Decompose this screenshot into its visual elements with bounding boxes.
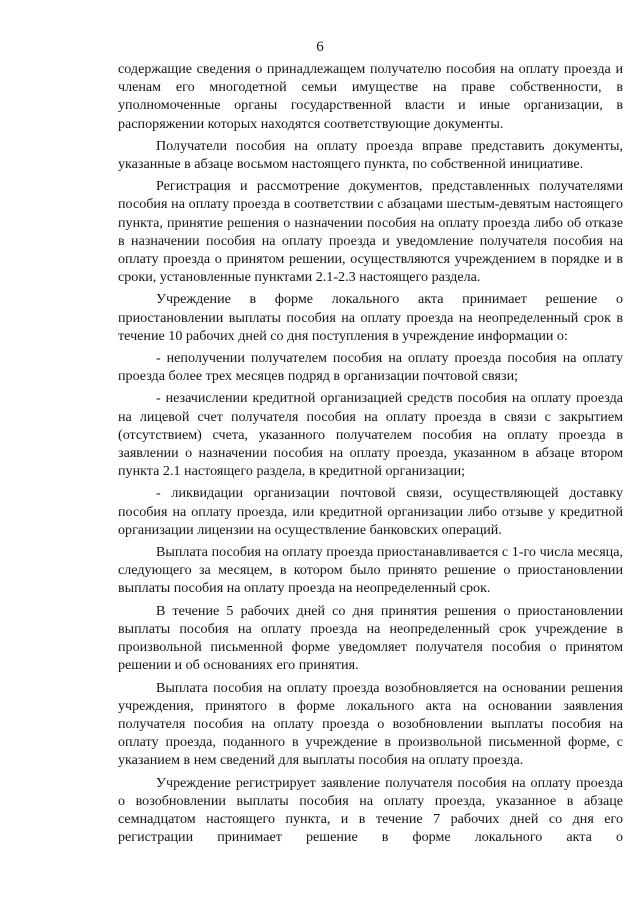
paragraph: содержащие сведения о принадлежащем получателю пособия на оплату проезда и членам его многодетной семьи имуществе на праве собственности, в уполномоченные органы государственной власти и иные организации, в распоряжении которых находятся соответствующие документы. [118, 61, 623, 132]
list-item: - ликвидации организации почтовой связи, осуществляющей доставку пособия на оплату проезда, или кредитной организации либо отзыве у кредитной организации лицензии на осуществление банковских операций. [118, 485, 623, 538]
paragraph: Выплата пособия на оплату проезда возобновляется на основании решения учреждения, принятого в форме локального акта на основании заявления получателя пособия на оплату проезда о возобновлении выплаты пособия на оплату проезда, поданного в учреждение в произвольной письменной форме, с указанием в нем сведений для выплаты пособия на оплату проезда. [118, 679, 623, 769]
paragraph: В течение 5 рабочих дней со дня принятия решения о приостановлении выплаты пособия на оплату проезда на неопределенный срок учреждение в произвольной письменной форме уведомляет получателя пособия о принятом решении и об основаниях его принятия. [118, 602, 623, 674]
list-item: - неполучении получателем пособия на оплату проезда пособия на оплату проезда более трех месяцев подряд в организации почтовой связи; [118, 350, 623, 385]
list-item: - незачислении кредитной организацией средств пособия на оплату проезда на лицевой счет получателя пособия на оплату проезда в связи с закрытием (отсутствием) счета, указанного получателем пособия на оплату проезда в заявлении о назначении пособия на оплату проезда, указанном в абзаце втором пункта 2.1 настоящего раздела, в кредитной организации; [118, 390, 623, 480]
page-number: 6 [316, 39, 324, 55]
paragraph: Учреждение регистрирует заявление получателя пособия на оплату проезда о возобновлении выплаты пособия на оплату проезда, указанное в абзаце семнадцатом настоящего пункта, и в течение 7 рабочих дней со дня его регистрации принимает решение в форме локального акта о [118, 774, 623, 846]
paragraph: Регистрация и рассмотрение документов, представленных получателями пособия на оплату проезда в соответствии с абзацами шестым-девятым настоящего пункта, принятие решения о назначении пособия на оплату проезда либо об отказе в назначении пособия на оплату проезда и уведомление получателя пособия на оплату проезда о принятом решении, осуществляются учреждением в порядке и в сроки, установленные пунктами 2.1-2.3 настоящего раздела. [118, 178, 623, 286]
document-body [118, 60, 623, 850]
paragraph: Выплата пособия на оплату проезда приостанавливается с 1-го числа месяца, следующего за месяцем, в котором было принято решение о приостановлении выплаты пособия на оплату проезда на неопределенный срок. [118, 544, 623, 597]
paragraph: Учреждение в форме локального акта принимает решение о приостановлении выплаты пособия на оплату проезда на неопределенный срок в течение 10 рабочих дней со дня поступления в учреждение информации о: [118, 291, 623, 344]
paragraph: Получатели пособия на оплату проезда вправе представить документы, указанные в абзаце восьмом настоящего пункта, по собственной инициативе. [118, 137, 623, 173]
